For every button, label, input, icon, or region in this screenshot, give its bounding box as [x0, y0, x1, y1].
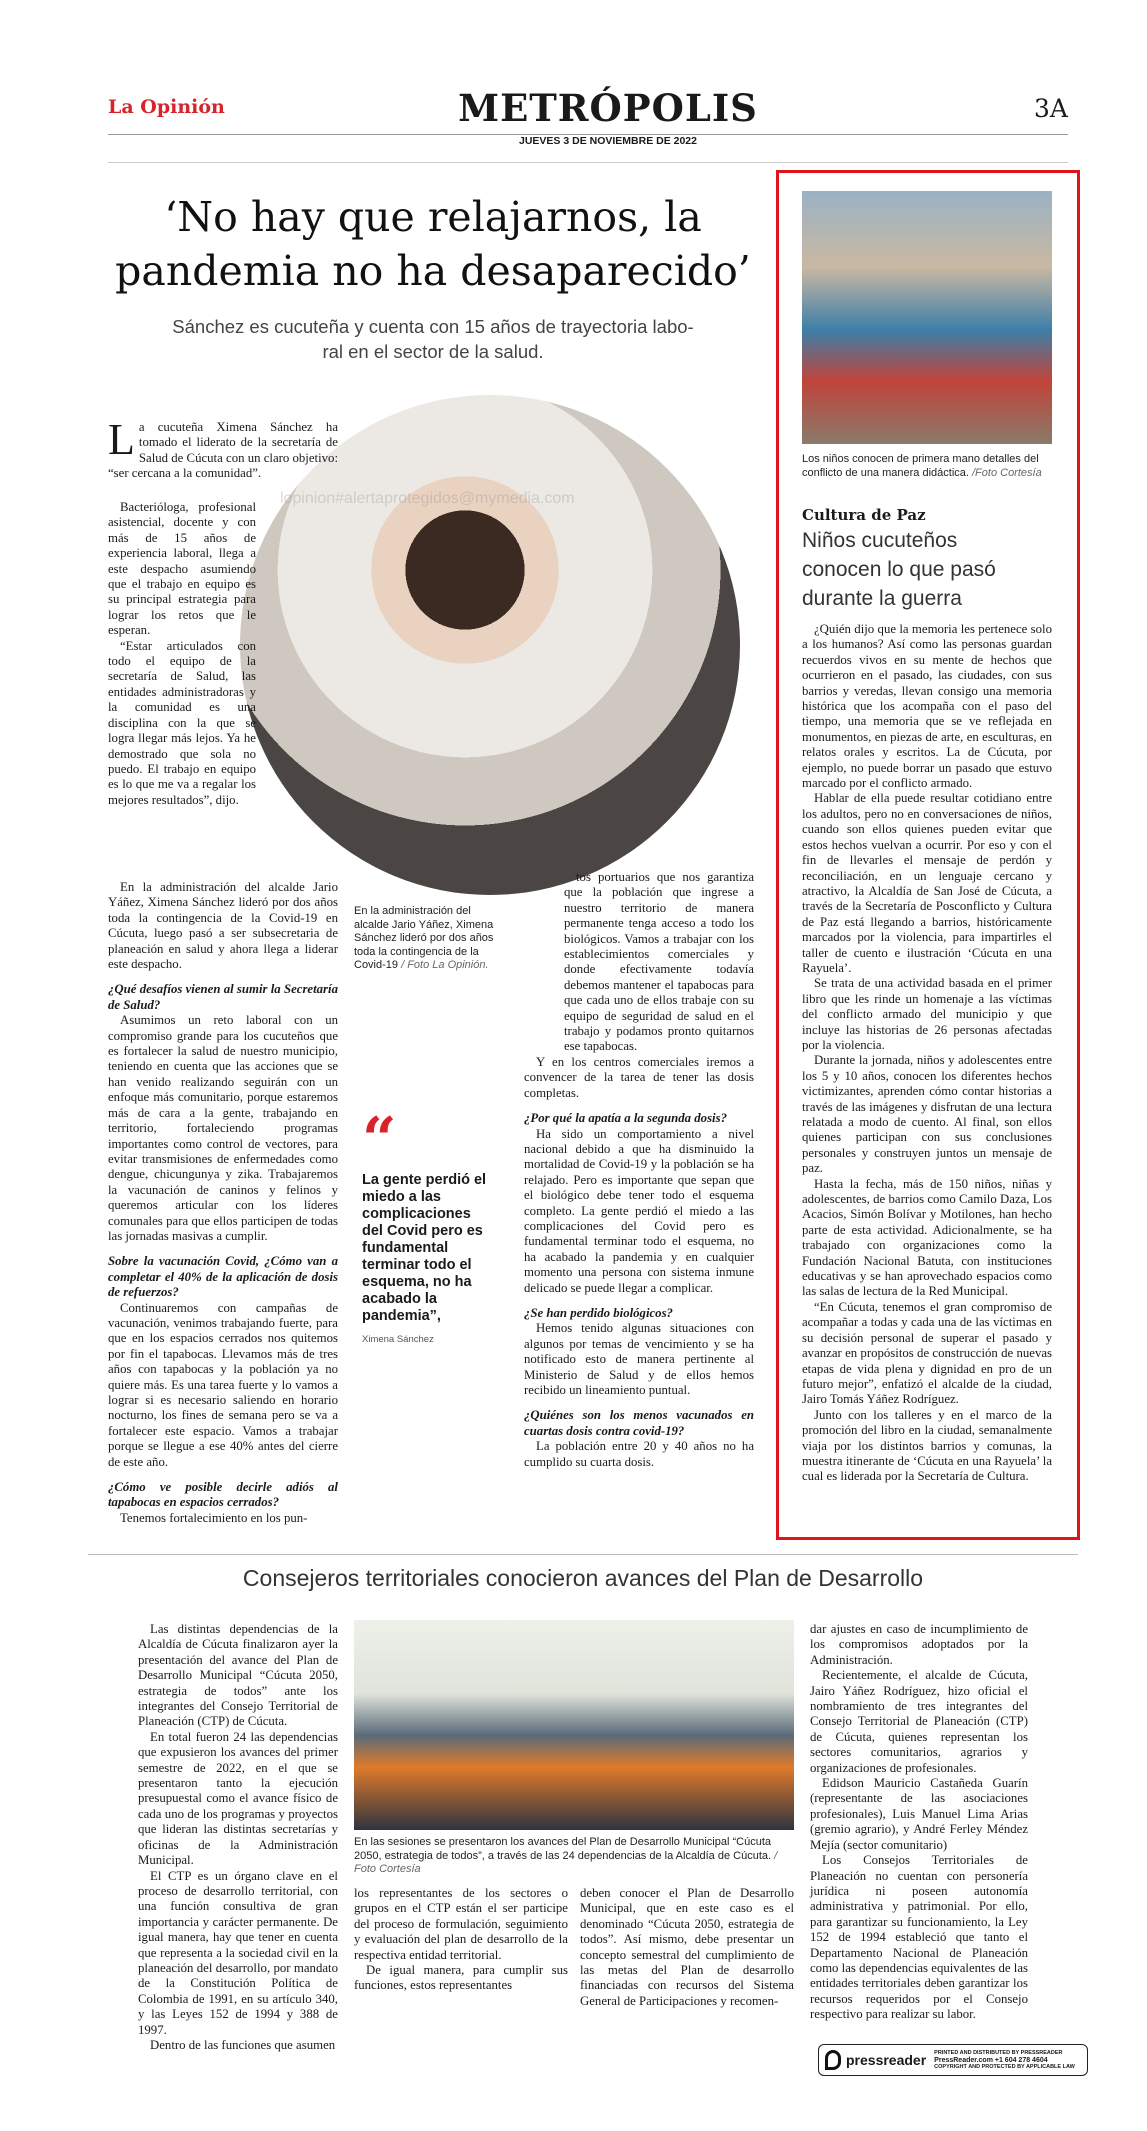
interview-question: ¿Se han perdido biológicos?	[524, 1305, 673, 1320]
header-rule-lower	[108, 162, 1068, 163]
pressreader-logo-text: pressreader	[846, 2052, 927, 2068]
bottom-headline: Consejeros territoriales conocieron avances del Plan de Desarrollo	[242, 1565, 924, 1591]
watermark: lopinion#alertaprotegidos@mymedia.com	[280, 490, 575, 507]
article-paragraph: Dentro de las funciones que asumen	[150, 2037, 336, 2052]
main-headline	[108, 190, 758, 298]
article-paragraph: Y en los centros comerciales iremos a convencer de la tarea de tener las dosis completas.	[524, 1054, 754, 1100]
portrait-caption	[354, 905, 504, 973]
main-col1-mid	[108, 500, 256, 808]
headline-line: pandemia no ha desaparecido’	[115, 247, 751, 295]
article-paragraph: Hasta la fecha, más de 150 niños, niñas y adolescentes, de barrios como Camilo Daza, Los Acacios, Simón Bolívar y Motilones, han hecho parte de esta actividad. Adicionalmente, se ha trabajado con organizaciones como la Fundación Nacional Batuta, con instituciones educativas y se han aprovechado espacios como las salas de lectura de la Red Municipal.	[802, 1176, 1052, 1299]
interview-question: ¿Qué desafíos vienen al sumir la Secretaría de Salud?	[108, 982, 338, 1012]
article-paragraph: Asumimos un reto laboral con un compromiso grande para los cucuteños que es fortalecer la salud de nuestro municipio, teniendo en cuenta que las acciones que se han venido realizando seguirán con un enfoque más comunitario, porque estaremos más de cara a la gente, trabajando en territorio, fortaleciendo programas importantes como control de vectores, para evitar transmisiones de enfermedades como dengue, chicungunya y zika. Trabajaremos la vacunación de caninos y felinos y queremos articular con los líderes comunales para que ellos participen de todas las jornadas masivas a cumplir.	[108, 1013, 338, 1243]
pull-quote-mark: “	[362, 1105, 397, 1175]
article-paragraph: Se trata de una actividad basada en el primer libro que les rinde un homenaje a las víctimas del conflicto armado del municipio y que incluye las historias de 26 personas afectadas por la violencia.	[802, 976, 1052, 1052]
pull-quote: La gente perdió el miedo a las complicaciones del Covid pero es fundamental terminar todo el esquema, no ha acabado la pandemia”,	[362, 1172, 487, 1324]
edition-date: JUEVES 3 DE NOVIEMBRE DE 2022	[519, 135, 697, 147]
children-photo	[802, 191, 1052, 444]
sidebar-title	[802, 526, 1052, 613]
bottom-col3	[580, 1886, 794, 2009]
notice-line: PressReader.com +1 604 278 4604	[934, 2056, 1048, 2064]
article-paragraph: La población entre 20 y 40 años no ha cumplido su cuarta dosis.	[524, 1439, 754, 1469]
sidebar-title-line: Niños cucuteños	[802, 529, 958, 552]
article-paragraph: Tenemos fortalecimiento en los pun-	[120, 1510, 308, 1525]
sidebar-title-line: durante la guerra	[802, 587, 962, 610]
paragraph-text: a cucuteña Ximena Sánchez ha tomado el liderato de la secretaría de Salud de Cúcuta con un claro objetivo: “ser cercana a la comunidad”.	[108, 420, 338, 481]
main-col1-bottom	[108, 880, 338, 1526]
notice-line: COPYRIGHT AND PROTECTED BY APPLICABLE LAW	[934, 2063, 1075, 2070]
main-subheadline	[108, 314, 758, 364]
section-divider	[88, 1554, 1078, 1555]
article-paragraph: De igual manera, para cumplir sus funciones, estos representantes	[354, 1963, 568, 1993]
article-paragraph: ¿Quién dijo que la memoria les pertenece solo a los humanos? Así como las personas guardan recuerdos vivos en su mente de hechos que ocurrieron en el pasado, las ciudades, con sus barrios y veredas, llevan consigo una memoria histórica que los acompaña con el paso del tiempo, una memoria que se ve reflejada en monumentos, en piezas de arte, en esculturas, en relatos orales y escritos. La de Cúcuta, por ejemplo, no puede borrar un pasado que estuvo marcado por el conflicto armado.	[802, 622, 1052, 791]
article-paragraph: dar ajustes en caso de incumplimiento de los compromisos adoptados por la Administración.	[810, 1622, 1028, 1667]
caption-text: En las sesiones se presentaron los avances del Plan de Desarrollo Municipal “Cúcuta 2050, estrategia de todos”, a través de las 24 dependencias de la Alcaldía de Cúcuta.	[354, 1836, 772, 1862]
caption-text: En la administración del alcalde Jario Yáñez, Ximena Sánchez lideró por dos años toda la contingencia de la Covid-19	[354, 905, 494, 971]
article-paragraph: tos portuarios que nos garantiza que la población que ingrese a nuestro territorio de manera permanente tenga acceso a todo los biológicos. Vamos a trabajar con los establecimientos comerciales y donde efectivamente todavía debemos mantener el tapabocas para que cada uno de ellos trabaje con su equipo de seguridad de salud en el trabajo y podamos pronto quitarnos ese tapabocas.	[564, 870, 754, 1054]
bottom-col4	[810, 1622, 1028, 2023]
article-paragraph: “En Cúcuta, tenemos el gran compromiso de acompañar a todas y cada una de las víctimas en su decisión personal de superar el pasado y avanzar en propósitos de construcción de nuevas etapas de vida plena y dignidad en pro de un futuro mejor”, enfatizó el alcalde de la ciudad, Jairo Tomás Yáñez Rodríguez.	[802, 1299, 1052, 1407]
article-paragraph: Continuaremos con campañas de vacunación, venimos trabajando fuerte, para que en los espacios cerrados nos quitemos por fin el tapabocas. Llevamos más de tres años con tapabocas y la población ya no quiere más. Es una tarea fuerte y lo vamos a lograr si es necesario saliendo en horario nocturno, los fines de semana pero se va a fortalecer este espacio. Vamos a trabajar porque se llegue a ese 40% antes del cierre de este año.	[108, 1300, 338, 1469]
brand-logo[interactable]: La Opinión	[108, 96, 225, 118]
article-paragraph: El CTP es un órgano clave en el proceso de desarrollo territorial, con una función consultiva de gran importancia y carácter permanente. De igual manera, hay que tener en cuenta que representa a la sociedad civil en la planeación del desarrollo, por mandato de la Constitución Política de Colombia de 1991, en su artículo 340, y las Leyes 152 de 1994 y 388 de 1997.	[138, 1868, 338, 2037]
main-col2	[524, 870, 754, 1470]
bottom-col2	[354, 1886, 568, 1994]
main-col1-top	[108, 415, 338, 482]
sidebar-body	[802, 622, 1052, 1485]
article-paragraph: Ha sido un comportamiento a nivel nacional debido a que ha disminuido la mortalidad de Covid-19 y la población se ha relajado. Pero es importante que sepan que el biológico debe tener todo el esquema completo. La gente perdió el miedo a las complicaciones del Covid pero es fundamental terminar todo el esquema, no ha acabado la pandemia y en cualquier momento una persona con sistema inmune delicado se puede llegar a complicar.	[524, 1126, 754, 1295]
meeting-photo	[354, 1620, 794, 1830]
headline-line: ‘No hay que relajarnos, la	[164, 193, 702, 241]
caption-credit: /Foto Cortesía	[972, 466, 1042, 479]
meeting-photo-caption	[354, 1836, 794, 1877]
article-paragraph: Los Consejos Territoriales de Planeación no cuentan con personería jurídica ni poseen autonomía administrativa y patrimonial. Por ello, para garantizar su funcionamiento, la Ley 152 de 1994 estableció que tanto el Departamento Nacional de Planeación como las dependencias equivalentes de las entidades territoriales deben garantizar los recursos requeridos por el Consejo respectivo para realizar su labor.	[810, 1853, 1028, 2022]
article-paragraph: Durante la jornada, niños y adolescentes entre los 5 y 10 años, conocen los diferentes hechos victimizantes, aprenden cómo contar historias a través de las imágenes y disfrutan de una lectura relatada a modo de cuento. Al final, son ellos quienes participan con sus conclusiones personales y construyen juntos un mensaje de paz.	[802, 1053, 1052, 1176]
sidebar-title-line: conocen lo que pasó	[802, 558, 996, 581]
article-paragraph: Recientemente, el alcalde de Cúcuta, Jairo Yáñez Rodríguez, hizo oficial el nombramiento de tres integrantes del Consejo Territorial de Planeación (CTP) de Cúcuta, quienes representan los sectores comunitarios, agrarios y organizaciones de profesionales.	[810, 1668, 1028, 1775]
interview-question: ¿Por qué la apatía a la segunda dosis?	[524, 1111, 727, 1126]
article-paragraph: Bacterióloga, profesional asistencial, docente y con más de 15 años de experiencia laboral, llega a este despacho asumiendo que el trabajo en equipo es su principal estrategia para lograr los retos que le esperan.	[108, 500, 256, 638]
article-paragraph: Junto con los talleres y en el marco de la promoción del libro en la ciudad, semanalmente viaja por los distintos barrios y comunas, la muestra itinerante de ‘Cúcuta en una Rayuela’ la cual es liderada por la Secretaría de Cultura.	[802, 1407, 1052, 1484]
caption-credit: / Foto La Opinión.	[401, 959, 489, 971]
bottom-col1	[138, 1622, 338, 2053]
sidebar-kicker: Cultura de Paz	[802, 506, 926, 524]
notice-line: PRINTED AND DISTRIBUTED BY PRESSREADER	[934, 2049, 1063, 2056]
header-rule	[108, 134, 1068, 135]
article-paragraph: Las distintas dependencias de la Alcaldía de Cúcuta finalizaron ayer la presentación del avance del Plan de Desarrollo Municipal “Cúcuta 2050, estrategia de todos” ante los integrantes del Consejo Territorial de Planeación (CTP) de Cúcuta.	[138, 1622, 338, 1729]
section-title: METRÓPOLIS	[458, 86, 758, 130]
article-paragraph: Edidson Mauricio Castañeda Guarín (representante de las asociaciones profesionales), Luis Manuel Lima Arias (gremio agrario), y André Ferley Méndez Mejía (sector comunitario)	[810, 1776, 1028, 1852]
page-number: 3A	[1034, 94, 1068, 123]
pressreader-icon	[825, 2050, 841, 2070]
drop-cap: L	[108, 415, 135, 464]
interview-question: ¿Cómo ve posible decirle adiós al tapabocas en espacios cerrados?	[108, 1480, 338, 1510]
interview-question: ¿Quiénes son los menos vacunados en cuartas dosis contra covid-19?	[524, 1408, 754, 1438]
article-paragraph: Hemos tenido algunas situaciones con algunos por temas de vencimiento y se ha notificado esto de manera pertinente al Ministerio de Salud y de ellos hemos recibido un lineamiento puntual.	[524, 1321, 754, 1397]
article-paragraph: los representantes de los sectores o grupos en el CTP están el ser participe del proceso de formulación, seguimiento y evaluación del plan de desarrollo de la respectiva entidad territorial.	[354, 1886, 568, 1962]
sidebar-photo-caption	[802, 453, 1052, 480]
article-paragraph	[108, 415, 338, 482]
pull-quote-author: Ximena Sánchez	[362, 1334, 434, 1345]
article-paragraph: En total fueron 24 las dependencias que expusieron los avances del primer semestre de 2022, en el que se presentaron tanto la ejecución presupuestal como el avance físico de cada uno de los programas y proyectos que lideran las distintas secretarías y oficinas de la Administración Municipal.	[138, 1729, 338, 1868]
article-paragraph: En la administración del alcalde Jario Yáñez, Ximena Sánchez lideró por dos años toda la contingencia de la Covid-19 en Cúcuta, luego pasó a ser subsecretaria de planeación en salud y ahora llega a liderar este despacho.	[108, 880, 338, 972]
pressreader-badge[interactable]	[818, 2044, 1088, 2076]
article-paragraph: Hablar de ella puede resultar cotidiano entre los adultos, pero no en conversaciones de niños, cuando son ellos quienes pueden evitar que estos hechos vuelvan a ocurrir. Por eso y con el fin de llevarles el mensaje de perdón y reconciliación, en un lenguaje cercano y atractivo, la Alcaldía de San José de Cúcuta, a través de la Secretaría de Posconflicto y Cultura de Paz está llegando a barrios, históricamente marcados por la violencia, para impartirles el taller de cuento e ilustración ‘Cúcuta en una Rayuela’.	[802, 791, 1052, 975]
article-paragraph: deben conocer el Plan de Desarrollo Municipal, que en este caso es el denominado “Cúcuta 2050, estrategia de todos”. Así mismo, debe presentar un concepto semestral del cumplimiento de las metas del Plan de desarrollo financiadas con recursos del Sistema General de Participaciones y recomen-	[580, 1886, 794, 2008]
caption-credit: / Foto Cortesía	[354, 1849, 778, 1875]
subhead-line: Sánchez es cucuteña y cuenta con 15 años de trayectoria labo-	[172, 316, 694, 337]
interview-question: Sobre la vacunación Covid, ¿Cómo van a completar el 40% de la aplicación de dosis de refuerzos?	[108, 1254, 338, 1300]
subhead-line: ral en el sector de la salud.	[322, 341, 544, 362]
pressreader-notice	[934, 2050, 1075, 2071]
caption-text: Los niños conocen de primera mano detalles del conflicto de una manera didáctica.	[802, 453, 1039, 479]
article-paragraph: “Estar articulados con todo el equipo de la secretaría de Salud, las entidades administradoras y la comunidad es una disciplina con la que se logra llegar más lejos. Ya he demostrado que sola no puedo. El trabajo en equipo es lo que me va a regalar los mejores resultados”, dijo.	[108, 638, 256, 807]
